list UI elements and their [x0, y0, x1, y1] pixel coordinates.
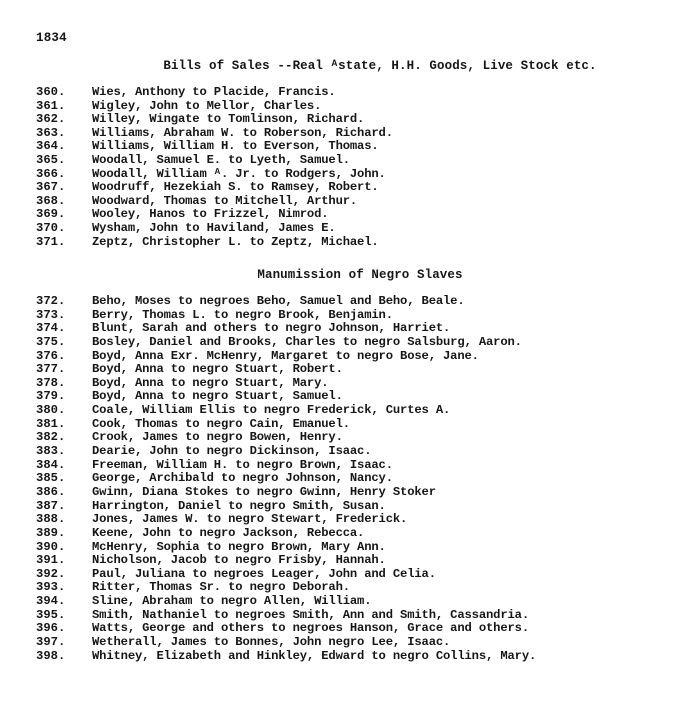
entry-number: 376.: [36, 348, 66, 363]
entry-number: 366.: [36, 166, 66, 181]
entry-text: Wigley, John to Mellor, Charles.: [92, 98, 322, 113]
list-item: [36, 445, 536, 459]
entry-number: 395.: [36, 607, 66, 622]
entry-text: Wies, Anthony to Placide, Francis.: [92, 85, 336, 99]
list-item: [36, 336, 536, 350]
entry-text: Woodward, Thomas to Mitchell, Arthur.: [92, 193, 358, 208]
entry-text: Wetherall, James to Bonnes, John negro Lee, Isaac.: [92, 635, 451, 650]
entry-text: Wysham, John to Haviland, James E.: [92, 220, 336, 235]
entry-text: Boyd, Anna to negro Stuart, Samuel.: [92, 389, 343, 404]
entry-text: Nicholson, Jacob to negro Frisby, Hannah.: [92, 553, 386, 568]
list-item: [36, 581, 536, 595]
list-item: [36, 513, 536, 527]
entry-number: 393.: [36, 580, 66, 595]
entry-text: Bosley, Daniel and Brooks, Charles to negro Salsburg, Aaron.: [92, 334, 522, 349]
entry-text: Cook, Thomas to negro Cain, Emanuel.: [92, 416, 350, 431]
list-item: [36, 595, 536, 609]
section-heading-bills-of-sales: Bills of Sales --Real ᴬstate, H.H. Goods, Live Stock etc.: [163, 59, 597, 73]
list-item: [36, 609, 536, 623]
entry-number: 377.: [36, 362, 66, 377]
entry-number: 384.: [36, 457, 66, 472]
entry-number: 370.: [36, 220, 66, 235]
entry-number: 385.: [36, 471, 66, 486]
entry-number: 383.: [36, 444, 66, 459]
entry-number: 398.: [36, 648, 66, 663]
list-item: [36, 168, 393, 182]
list-item: [36, 208, 393, 222]
entry-number: 388.: [36, 512, 66, 527]
entry-text: Ritter, Thomas Sr. to negro Deborah.: [92, 580, 350, 595]
entry-text: Paul, Juliana to negroes Leager, John and Celia.: [92, 566, 436, 581]
list-item: [36, 459, 536, 473]
entry-number: 397.: [36, 635, 66, 650]
list-item: [36, 350, 536, 364]
entry-text: Beho, Moses to negroes Beho, Samuel and Beho, Beale.: [92, 294, 465, 308]
entry-number: 369.: [36, 207, 66, 222]
entry-number: 394.: [36, 594, 66, 609]
entry-number: 372.: [36, 294, 66, 308]
section-heading-manumission: Manumission of Negro Slaves: [257, 268, 463, 282]
list-item: [36, 404, 536, 418]
entry-number: 381.: [36, 416, 66, 431]
entry-text: Freeman, William H. to negro Brown, Isaac.: [92, 457, 393, 472]
list-item: [36, 113, 393, 127]
list-item: [36, 431, 536, 445]
entry-text: Berry, Thomas L. to negro Brook, Benjamin.: [92, 307, 393, 322]
entry-text: Jones, James W. to negro Stewart, Frederick.: [92, 512, 408, 527]
entry-number: 367.: [36, 180, 66, 195]
entry-text: Willey, Wingate to Tomlinson, Richard.: [92, 112, 365, 127]
list-item: [36, 418, 536, 432]
list-item: [36, 390, 536, 404]
entry-number: 375.: [36, 334, 66, 349]
entry-text: Harrington, Daniel to negro Smith, Susan.: [92, 498, 386, 513]
entry-number: 368.: [36, 193, 66, 208]
list-item: [36, 527, 536, 541]
entry-text: Woodall, William ᴬ. Jr. to Rodgers, John.: [92, 166, 386, 181]
entry-number: 387.: [36, 498, 66, 513]
list-item: [36, 377, 536, 391]
entry-number: 389.: [36, 525, 66, 540]
entry-number: 362.: [36, 112, 66, 127]
list-item: [36, 222, 393, 236]
entry-text: Wooley, Hanos to Frizzel, Nimrod.: [92, 207, 329, 222]
entry-number: 392.: [36, 566, 66, 581]
entry-text: Woodruff, Hezekiah S. to Ramsey, Robert.: [92, 180, 379, 195]
entry-number: 386.: [36, 484, 66, 499]
entry-text: Sline, Abraham to negro Allen, William.: [92, 594, 372, 609]
entry-text: Smith, Nathaniel to negroes Smith, Ann and Smith, Cassandria.: [92, 607, 529, 622]
list-item: [36, 236, 393, 250]
entry-text: McHenry, Sophia to negro Brown, Mary Ann.: [92, 539, 386, 554]
list-item: [36, 568, 536, 582]
entry-number: 396.: [36, 621, 66, 636]
entry-text: Watts, George and others to negroes Hanson, Grace and others.: [92, 621, 529, 636]
entry-text: Whitney, Elizabeth and Hinkley, Edward to negro Collins, Mary.: [92, 648, 537, 663]
list-item: [36, 322, 536, 336]
entry-number: 364.: [36, 139, 66, 154]
list-item: [36, 554, 536, 568]
entry-number: 365.: [36, 152, 66, 167]
entry-number: 379.: [36, 389, 66, 404]
list-item: [36, 195, 393, 209]
bills-of-sales-list: [36, 86, 393, 249]
list-item: [36, 363, 536, 377]
entry-text: Boyd, Anna to negro Stuart, Mary.: [92, 375, 329, 390]
entry-text: Keene, John to negro Jackson, Rebecca.: [92, 525, 365, 540]
entry-number: 374.: [36, 321, 66, 336]
page-year: 1834: [36, 31, 67, 45]
entry-text: Williams, William H. to Everson, Thomas.: [92, 139, 379, 154]
list-item: [36, 295, 536, 309]
entry-text: Boyd, Anna Exr. McHenry, Margaret to negro Bose, Jane.: [92, 348, 479, 363]
entry-number: 371.: [36, 234, 66, 249]
entry-number: 390.: [36, 539, 66, 554]
list-item: [36, 100, 393, 114]
entry-text: Woodall, Samuel E. to Lyeth, Samuel.: [92, 152, 350, 167]
entry-text: Blunt, Sarah and others to negro Johnson, Harriet.: [92, 321, 451, 336]
entry-number: 360.: [36, 85, 66, 99]
entry-text: Zeptz, Christopher L. to Zeptz, Michael.: [92, 234, 379, 249]
list-item: [36, 181, 393, 195]
list-item: [36, 486, 536, 500]
list-item: [36, 154, 393, 168]
entry-text: Williams, Abraham W. to Roberson, Richard.: [92, 125, 393, 140]
entry-number: 391.: [36, 553, 66, 568]
entry-text: Gwinn, Diana Stokes to negro Gwinn, Henry Stoker: [92, 484, 436, 499]
list-item: [36, 127, 393, 141]
entry-number: 382.: [36, 430, 66, 445]
list-item: [36, 650, 536, 664]
entry-number: 363.: [36, 125, 66, 140]
entry-number: 380.: [36, 403, 66, 418]
entry-number: 373.: [36, 307, 66, 322]
entry-text: Boyd, Anna to negro Stuart, Robert.: [92, 362, 343, 377]
list-item: [36, 140, 393, 154]
entry-text: Coale, William Ellis to negro Frederick, Curtes A.: [92, 403, 451, 418]
entry-text: Crook, James to negro Bowen, Henry.: [92, 430, 343, 445]
entry-number: 378.: [36, 375, 66, 390]
list-item: [36, 309, 536, 323]
entry-text: Dearie, John to negro Dickinson, Isaac.: [92, 444, 372, 459]
list-item: [36, 500, 536, 514]
list-item: [36, 86, 393, 100]
entry-text: George, Archibald to negro Johnson, Nancy.: [92, 471, 393, 486]
list-item: [36, 541, 536, 555]
manumission-list: [36, 295, 536, 663]
list-item: [36, 472, 536, 486]
list-item: [36, 622, 536, 636]
list-item: [36, 636, 536, 650]
entry-number: 361.: [36, 98, 66, 113]
